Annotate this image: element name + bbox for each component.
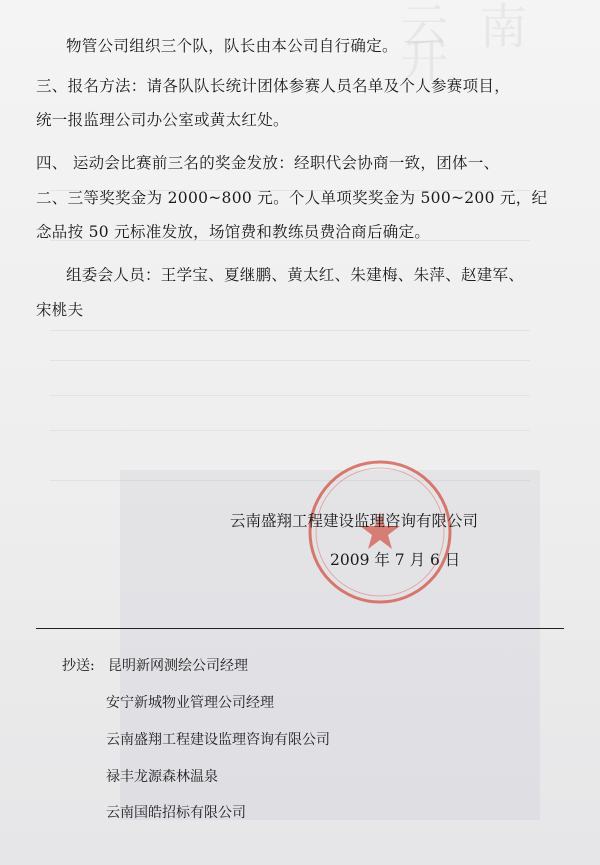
section-3-line-2: 统一报监理公司办公室或黄太红处。 — [36, 111, 289, 129]
section-3-line-1: 三、报名方法：请各队队长统计团体参赛人员名单及个人参赛项目， — [36, 77, 511, 95]
cc-recipient: 云南国皓招标有限公司 — [106, 805, 246, 821]
cc-recipient: 禄丰龙源森林温泉 — [106, 769, 218, 785]
section-4-line-1: 四、 运动会比赛前三名的奖金发放：经职代会协商一致，团体一、 — [36, 154, 500, 172]
signature-company: 云南盛翔工程建设监理咨询有限公司 — [230, 512, 479, 530]
bleed-through-heading: 云 南 开 — [400, 0, 536, 89]
company-seal-stamp — [300, 452, 460, 612]
committee-line-1: 组委会人员：王学宝、夏继鹏、黄太红、朱建梅、朱萍、赵建军、 — [66, 266, 525, 284]
section-4-line-3: 念品按 50 元标准发放，场馆费和教练员费洽商后确定。 — [36, 223, 431, 241]
body-line-1: 物管公司组织三个队，队长由本公司自行确定。 — [66, 37, 398, 55]
committee-line-2: 宋桃夫 — [36, 301, 84, 319]
cc-recipient: 安宁新城物业管理公司经理 — [106, 695, 274, 711]
divider-line — [36, 628, 564, 629]
cc-recipient: 云南盛翔工程建设监理咨询有限公司 — [106, 732, 330, 748]
signature-date: 2009 年 7 月 6 日 — [330, 551, 461, 569]
cc-recipient: 昆明新网测绘公司经理 — [108, 658, 248, 674]
section-4-line-2: 二、三等奖奖金为 2000~800 元。个人单项奖奖金为 500~200 元，纪 — [36, 189, 548, 207]
cc-label: 抄送: — [62, 658, 95, 674]
